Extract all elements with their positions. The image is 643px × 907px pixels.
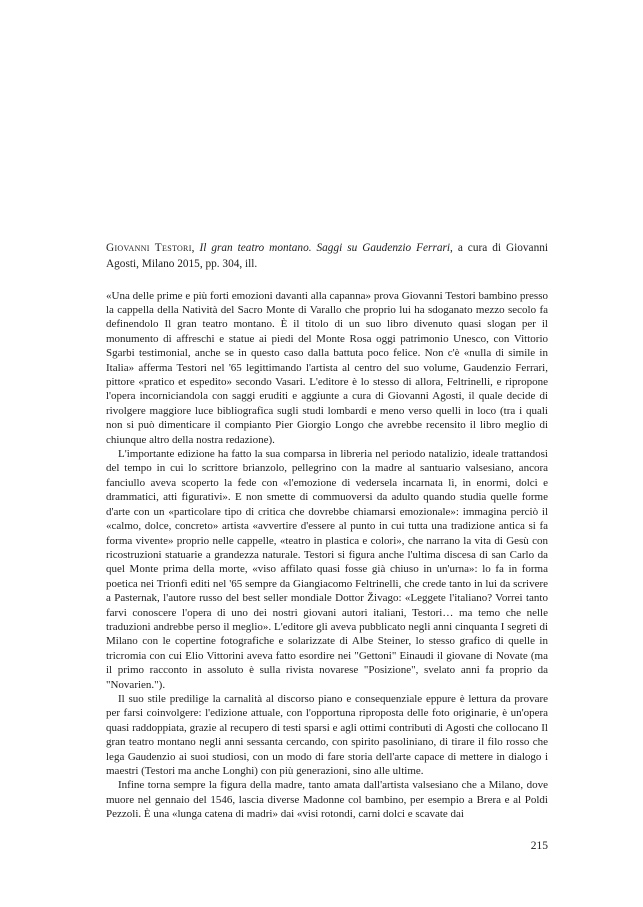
review-article bbox=[106, 241, 548, 822]
review-body bbox=[106, 289, 548, 822]
review-author: Giovanni Testori bbox=[106, 242, 192, 254]
paragraph: «Una delle prime e più forti emozioni davanti alla capanna» prova Giovanni Testori bambino presso la cappella della Natività del Sacro Monte di Varallo che proprio lui ha sdoganato mezzo secolo fa definendolo Il gran teatro montano. È il titolo di un suo libro divenuto quasi slogan per il monumento di affreschi e statue ai piedi del Monte Rosa oggi patrimonio Unesco, con Vittorio Sgarbi testimonial, anche se in questo caso dalla battuta poco felice. Non c'è «nulla di simile in Italia» afferma Testori nel '65 legittimando l'artista al centro del suo volume, Gaudenzio Ferrari, pittore «pratico et espedito» secondo Vasari. L'editore è lo stesso di allora, Feltrinelli, e ripropone l'opera incorniciandola con saggi eruditi e aggiunte a cura di Giovanni Agosti, il quale decide di rivolgere maggiore luce bibliografica sugli studi lombardi e meno verso quelli in loco (tra i quali non si può dimenticare il compianto Pier Giorgio Longo che avrebbe recensito il libro meglio di chiunque altro della nostra redazione). bbox=[106, 289, 548, 446]
paragraph: Infine torna sempre la figura della madre, tanto amata dall'artista valsesiano che a Milano, dove muore nel gennaio del 1546, lascia diverse Madonne col bambino, per esempio a Brera e al Poldi Pezzoli. È una «lunga catena di madri» dai «visi rotondi, carni dolci e scavate dai bbox=[106, 779, 548, 821]
heading-separator: , bbox=[191, 242, 200, 254]
review-heading bbox=[106, 241, 548, 273]
review-book-title: Il gran teatro montano. Saggi su Gaudenzio Ferrari bbox=[199, 242, 451, 254]
paragraph: Il suo stile predilige la carnalità al discorso piano e consequenziale eppure è lettura da provare per farsi coinvolgere: l'edizione attuale, con l'opportuna riproposta delle foto originarie, è un'opera quasi raddoppiata, grazie al recupero di testi sparsi e agli ottimi contributi di Agosti che collocano Il gran teatro montano negli anni sessanta cercando, con spirito pasoliniano, di tirare il filo rosso che lega Gaudenzio ai suoi studiosi, con un modo di fare storia dell'arte capace di mettere in dialogo i maestri (Testori ma anche Longhi) con più generazioni, sino alle ultime. bbox=[106, 692, 548, 777]
page-number: 215 bbox=[530, 840, 548, 852]
review-book-details: , a cura di Giovanni Agosti, Milano 2015, pp. 304, ill. bbox=[106, 242, 549, 270]
paragraph: L'importante edizione ha fatto la sua comparsa in libreria nel periodo natalizio, ideale trattandosi del tempo in cui lo scrittore brianzolo, pellegrino con la madre al santuario valsesiano, ancora fanciullo aveva scoperto la fede con «l'emozione di vedersela incarnata lì, in enormi, dolci e drammatici, atti figurativi». E non smette di commuoversi da adulto quando studia quelle forme d'arte con un «particolare tipo di critica che dovrebbe chiamarsi emozionale»: immagina perciò il «calmo, dolce, concreto» artista «avvertire d'essere al punto in cui tutta una tradizione antica si fa forma vivente» proprio nelle cappelle, «teatro in plastica e colori», che narrano la vita di Gesù con ricostruzioni statuarie a grandezza naturale. Testori si figura anche l'ultima discesa di san Carlo da quel Monte prima della morte, «viso affilato quasi fosse già chiuso in un'urna»: lo fa in forma poetica nei Trionfi editi nel '65 sempre da Giangiacomo Feltrinelli, che crede tanto in lui da scrivere a Pasternak, l'autore russo del best seller mondiale Dottor Živago: «Leggete l'italiano? Vorrei tanto farvi conoscere l'opera di uno dei nostri giovani autori italiani, Testori… ma temo che nelle traduzioni andrebbe perso il meglio». L'editore gli aveva pubblicato negli anni cinquanta I segreti di Milano con le copertine fotografiche e solarizzate di Albe Steiner, lo stesso grafico di quelle in tricromia con cui Elio Vittorini aveva fatto esordire nei "Gettoni" Einaudi il giovane di Novate (ma il primo racconto in assoluto è sulla rivista novarese "Posizione", svelato anni fa proprio da "Novarien."). bbox=[106, 448, 548, 691]
